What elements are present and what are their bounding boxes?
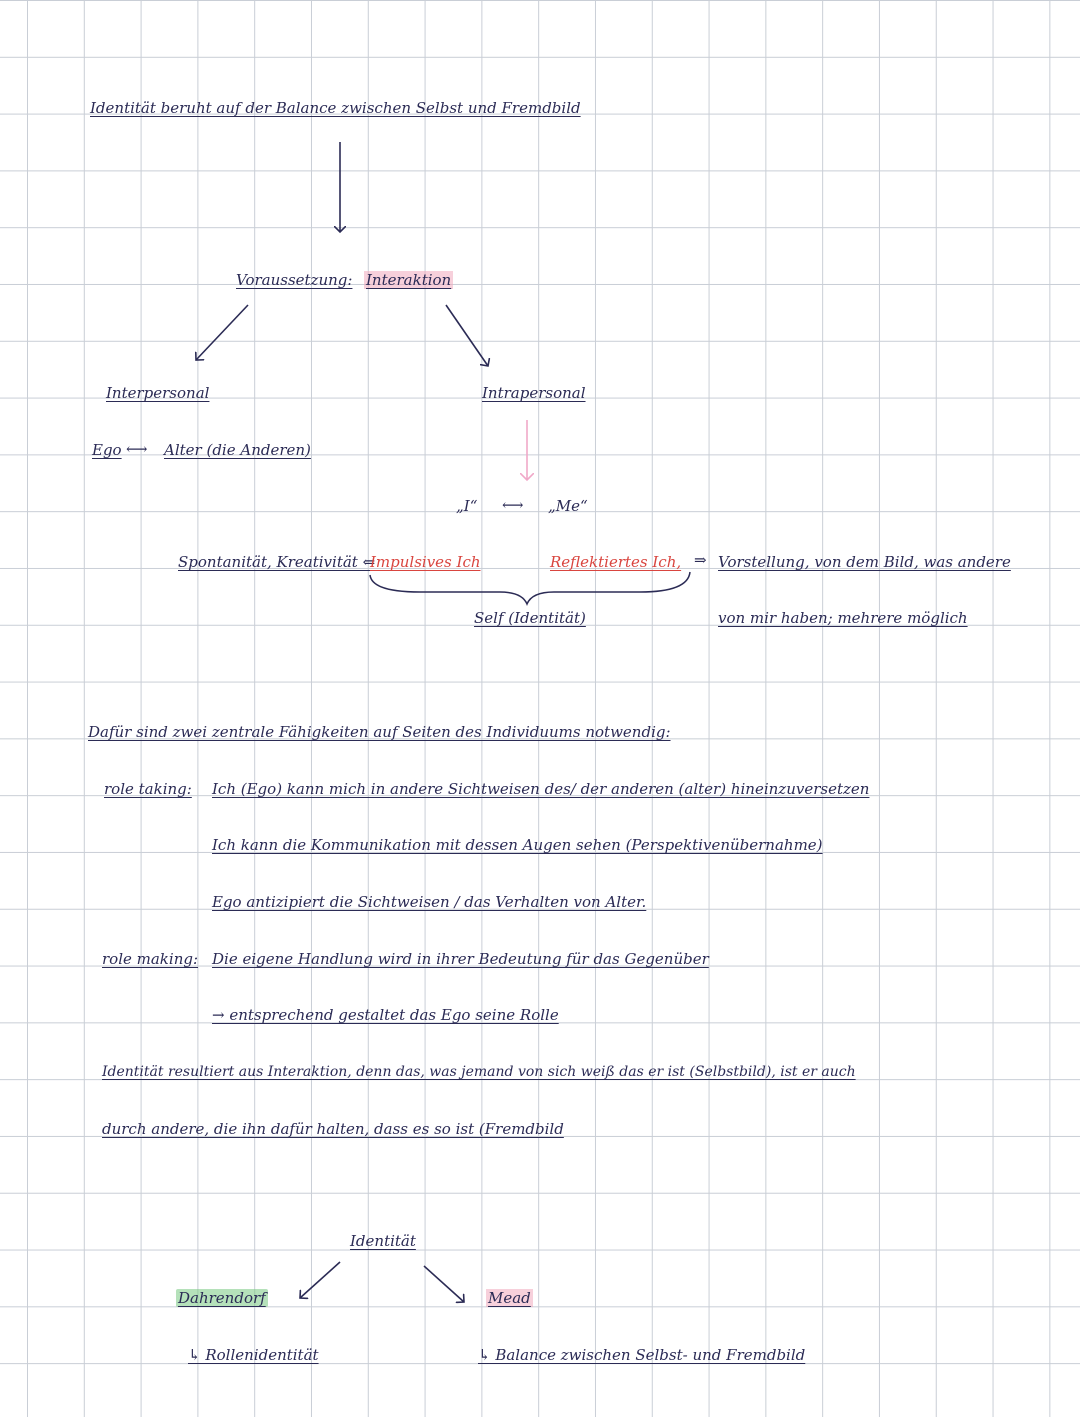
intro-line: Dafür sind zwei zentrale Fähigkeiten auf Seiten des Individuums notwendig: (88, 723, 671, 741)
dahrendorf-label: Dahrendorf (178, 1289, 266, 1307)
i-me-arrow-icon: ⟷ (502, 496, 524, 514)
role-taking-label: role taking: (104, 780, 192, 798)
mead-label: Mead (488, 1289, 531, 1307)
dahrendorf-sub: ↳ Rollenidentität (188, 1346, 319, 1364)
arrow-to-interpersonal-icon (196, 305, 248, 360)
arrow-to-dahrendorf-icon (300, 1262, 340, 1298)
conception-line-1: Vorstellung, von dem Bild, was andere (718, 553, 1011, 571)
interpersonal-label: Interpersonal (106, 384, 210, 402)
role-making-line-2: → entsprechend gestaltet das Ego seine Rolle (212, 1006, 559, 1024)
spontaneity-label: Spontanität, Kreativität ⇐ (178, 553, 376, 571)
role-taking-line-3: Ego antizipiert die Sichtweisen / das Verhalten von Alter. (212, 893, 647, 911)
arrow-to-mead-icon (424, 1266, 464, 1302)
result-line-2: durch andere, die ihn dafür halten, dass es so ist (Fremdbild (102, 1120, 564, 1138)
reflected-label: Reflektiertes Ich, (550, 553, 682, 571)
heading-line: Identität beruht auf der Balance zwischen Selbst und Fremdbild (90, 99, 581, 117)
role-taking-line-1: Ich (Ego) kann mich in andere Sichtweisen des/ der anderen (alter) hineinzuversetzen (212, 780, 870, 798)
self-label: Self (Identität) (474, 609, 586, 627)
me-label: „Me“ (548, 497, 588, 515)
result-line-1: Identität resultiert aus Interaktion, denn das, was jemand von sich weiß das er ist (Selbstbild), ist er auch (102, 1064, 856, 1080)
identitaet-label: Identität (350, 1232, 416, 1250)
curly-brace-icon (370, 572, 690, 604)
conception-line-2: von mir haben; mehrere möglich (718, 609, 968, 627)
implies-arrow-icon: ⇒ (694, 551, 707, 569)
role-making-label: role making: (102, 950, 199, 968)
intrapersonal-label: Intrapersonal (482, 384, 586, 402)
role-making-line-1: Die eigene Handlung wird in ihrer Bedeutung für das Gegenüber (212, 950, 709, 968)
interaktion-label: Interaktion (366, 271, 452, 289)
double-arrow-icon: ⟷ (126, 440, 148, 458)
role-taking-line-2: Ich kann die Kommunikation mit dessen Augen sehen (Perspektivenübernahme) (212, 836, 823, 854)
mead-sub: ↳ Balance zwischen Selbst- und Fremdbild (478, 1346, 806, 1364)
arrow-to-intrapersonal-icon (446, 305, 488, 366)
voraussetzung-label: Voraussetzung: (236, 271, 353, 289)
alter-label: Alter (die Anderen) (164, 441, 311, 459)
i-label: „I“ (456, 497, 478, 515)
ego-label: Ego (92, 441, 122, 459)
impulsive-label: Impulsives Ich (370, 553, 481, 571)
